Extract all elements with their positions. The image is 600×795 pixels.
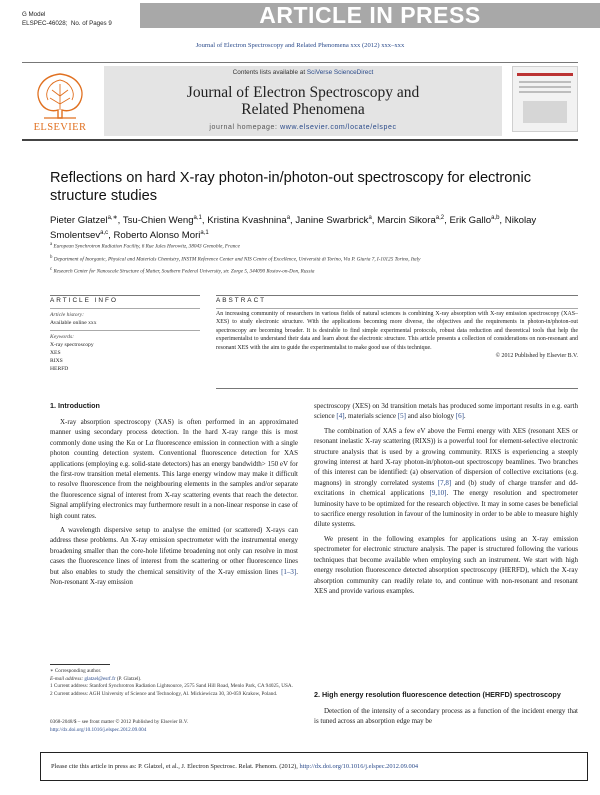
section-heading: 2. High energy resolution fluorescence detection (HERFD) spectroscopy — [314, 690, 561, 699]
abstract-body: An increasing community of researchers in various fields of natural sciences is combining X-ray absorption with X-ray emission spectroscopy (XAS–XES) to study electronic structure. With the applications becoming more diverse, the objectives and the requirements in photon-in/photon-out spectroscopy are becoming broader. It is desirable to find simple experimental protocols, robust data reduction and theoretical tools that help the experimentalist to understand their data and learn about the electronic structure. This article presents a collection of considerations on non-resonant and resonant XES with the aim to guide the experimentalist to make good use of this technique. © 2012 Published by Elsevier B.V. — [216, 311, 578, 360]
affiliation: $^b$ Department of Inorganic, Physical and Materials Chemistry, INSTM Reference Center and NIS Centre of Excellence, Università di Torino, Via P. Giuria 7, I-10125 Torino, Italy — [50, 254, 421, 263]
cover-image — [523, 101, 567, 123]
affiliation: $^a$ European Synchrotron Radiation Facility, 6 Rue Jules Horowitz, 38043 Grenoble, France — [50, 242, 240, 250]
right-column — [314, 401, 578, 600]
author[interactable]: Marcin Sikora$^{a,2}$ — [377, 215, 445, 227]
paragraph: X-ray absorption spectroscopy (XAS) is often performed in an approximated manner using secondary process detection. In the hard X-ray range this is most commonly done using the Kα or Lα fluorescence emission in connection with a single photon counting detection system. Conventional fluorescence detection for XAS applications (employing e.g. solid-state detectors) has an energy bandwidth> 150 eV for the first-row transition metal elements. This large energy window may make it difficult to resolve fluorescence from the neighbouring elements in the samples and/or separate the fluorescence signal of interest from X-ray scattering events that reach the detector. Signal amplifying electronics may furthermore result in a non-linear response in case of high count rates. — [50, 418, 298, 520]
citation-link[interactable]: [1–3] — [281, 567, 297, 576]
paragraph: The combination of XAS a few eV above the Fermi energy with XES (resonant XES or resonant inelastic X-ray scattering (RIXS)) is a powerful tool for element-selective electronic structure analysis that is used by a growing community. RIXS is experiencing a steeply growing interest at hard X-ray photon-in/photon-out spectroscopy beamlines. Two branches of this interest can be identified: (a) observation of dispersion of collective excitations (e.g. magnons) in strongly correlated systems [7,8] and (b) study of charge transfer and dd-excitations in chemical applications [9,10]. The energy resolution and spectrometer luminosity have to be optimized for the research objective. It may in some cases be beneficial to sacrifice energy resolution in favour of the luminosity in order to be able to measure highly dilute systems. — [314, 426, 579, 529]
author-list: Pieter Glatzel$^{a,∗}$, Tsu-Chien Weng$^{a,1}$, Kristina Kvashnina$^a$, Janine Swarbrick$^a$, Marcin Sikora$^{a,2}$, Erik Gallo$^{a,b}$, Nikolay Smolentsev$^{a,c}$, Roberto Alonso Mori$^{a,1}$ — [50, 215, 537, 242]
history-label: Article history: — [50, 312, 85, 318]
paragraph: A wavelength dispersive setup to analyse the emitted (or scattered) X-rays can address these problems. An X-ray emission spectrometer with the instrumental energy broadening smaller than the core-hole lifetime broadening not only can resolve in most cases the fluorescence lines of interest from the scattering or other fluorescence lines but also enables to study the chemical sensitivity of the X-ray emission lines [1–3]. Non-resonant X-ray emission — [50, 526, 298, 587]
keyword[interactable]: X-ray spectroscopy — [50, 342, 94, 348]
keyword[interactable]: XES — [50, 350, 61, 356]
cover-band — [517, 73, 573, 76]
paragraph: Detection of the intensity of a secondary process as a function of the incident energy that is tuned across an absorption edge may be — [314, 707, 578, 726]
abstract-subrule — [216, 308, 578, 309]
abstract-heading: ABSTRACT — [216, 297, 267, 304]
footnote: ∗ Corresponding author. — [50, 668, 102, 674]
article-meta — [22, 10, 112, 28]
history-value: Available online xxx — [50, 320, 97, 326]
meta-model: G Model — [22, 11, 46, 18]
homepage-link[interactable]: www.elsevier.com/locate/elspec — [280, 124, 397, 131]
header-rule-top — [22, 62, 578, 63]
affiliation: $^c$ Research Center for Nanoscale Structure of Matter, Southern Federal University, str. Zorge 5, 344090 Rostov-on-Don, Russia — [50, 267, 315, 275]
affiliations — [50, 240, 580, 278]
paragraph: spectroscopy (XES) on 3d transition metals has produced some important results in e.g. earth science [4], materials science [5] and also biology [6]. — [314, 402, 578, 421]
abstract-copyright: © 2012 Published by Elsevier B.V. — [495, 353, 578, 360]
article-info-heading: ARTICLE INFO — [50, 297, 118, 304]
sciencedirect-link[interactable]: SciVerse ScienceDirect — [306, 69, 374, 76]
footnote: 1 Current address: Stanford Synchrotron Radiation Lightsource, 2575 Sand Hill Road, Menlo Park, CA 94025, USA. — [50, 683, 293, 690]
abstract-rule — [216, 295, 578, 296]
email-link[interactable]: glatzel@esrf.fr — [84, 675, 116, 682]
left-column — [50, 401, 298, 592]
footnotes — [50, 668, 298, 698]
citation-link[interactable]: [6] — [455, 412, 464, 421]
section-2 — [314, 690, 578, 727]
citation-link[interactable]: [7,8] — [437, 478, 452, 487]
cover-line — [519, 91, 571, 93]
footnote-rule — [50, 664, 110, 665]
top-bar — [0, 0, 600, 34]
keywords — [50, 333, 200, 373]
article-history — [50, 311, 200, 327]
journal-reference: Journal of Electron Spectroscopy and Related Phenomena xxx (2012) xxx–xxx — [195, 42, 405, 49]
journal-homepage: journal homepage: www.elsevier.com/locate/elspec — [209, 124, 397, 131]
meta-id-pages: ELSPEC-46028; No. of Pages 9 — [22, 20, 112, 27]
elsevier-wordmark: ELSEVIER — [33, 122, 87, 133]
citation-link[interactable]: [9,10] — [429, 489, 447, 498]
history-divider — [50, 330, 200, 331]
cite-box: Please cite this article in press as: P. Glatzel, et al., J. Electron Spectrosc. Relat. Phenom. (2012), http://dx.doi.org/10.1016/j.elspec.2012.09.004 — [40, 752, 588, 781]
cover-line — [519, 86, 571, 88]
info-subrule — [50, 308, 200, 309]
keyword[interactable]: HERFD — [50, 366, 69, 372]
journal-title: Journal of Electron Spectroscopy and Related Phenomena — [186, 84, 420, 118]
abstract-end-rule — [216, 388, 578, 389]
keywords-label: Keywords: — [50, 334, 75, 340]
header-rule-bottom — [22, 139, 578, 141]
author[interactable]: Erik Gallo$^{a,b}$ — [449, 215, 500, 227]
author[interactable]: Janine Swarbrick$^a$ — [295, 215, 372, 227]
contents-line: Contents lists available at SciVerse ScienceDirect — [232, 69, 374, 76]
article-title: Reflections on hard X-ray photon-in/photon-out spectroscopy for electronic structure studies — [50, 170, 532, 204]
citation-link[interactable]: [4] — [336, 412, 345, 421]
author[interactable]: Pieter Glatzel$^{a,∗}$ — [50, 215, 118, 227]
author[interactable]: Nikolay Smolentsev$^{a,c}$ — [50, 215, 537, 242]
doi-link[interactable]: http://dx.doi.org/10.1016/j.elspec.2012.09.004 — [50, 726, 147, 733]
paragraph: We present in the following examples for applications using an X-ray emission spectrometer for electronic structure analysis. The paper is structured following the various techniques that become available when employing such an instrument. We start with high energy resolution fluorescence detected absorption spectroscopy (HERFD), which the X-ray absorption community can readily relate to, and continue with non-resonant and resonant XES and provide various examples. — [314, 534, 578, 595]
footnote: 2 Current address: AGH University of Science and Technology, Al. Mickiewicza 30, 30-059 Krakow, Poland. — [50, 690, 278, 697]
footnote: E-mail address: glatzel@esrf.fr (P. Glatzel). — [50, 675, 142, 682]
issn-line: 0368-2048/$ – see front matter © 2012 Published by Elsevier B.V. http://dx.doi.org/10.1016/j.elspec.2012.09.004 — [50, 719, 298, 734]
citation-link[interactable]: [5] — [397, 412, 406, 421]
journal-cover-thumbnail — [512, 66, 578, 132]
info-rule — [50, 295, 200, 296]
cite-doi-link[interactable]: http://dx.doi.org/10.1016/j.elspec.2012.09.004 — [299, 763, 419, 770]
author[interactable]: Roberto Alonso Mori$^{a,1}$ — [113, 230, 209, 242]
cover-line — [519, 81, 571, 83]
author[interactable]: Tsu-Chien Weng$^{a,1}$ — [122, 215, 202, 227]
section-heading: 1. Introduction — [50, 401, 100, 410]
author[interactable]: Kristina Kvashnina$^a$ — [207, 215, 291, 227]
keyword[interactable]: RIXS — [50, 358, 63, 364]
journal-masthead — [104, 66, 502, 136]
article-in-press-banner: ARTICLE IN PRESS — [140, 3, 600, 28]
